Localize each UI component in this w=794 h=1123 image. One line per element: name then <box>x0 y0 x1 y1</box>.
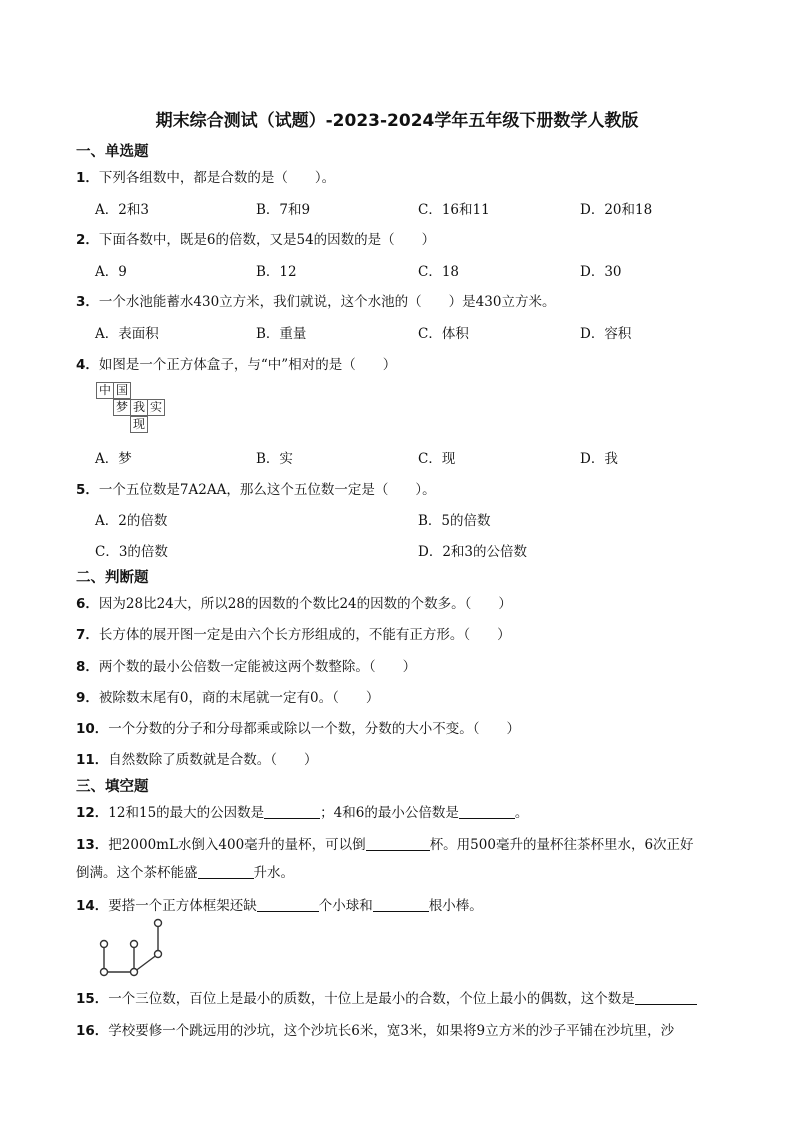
question-text: 个小球和 <box>318 898 373 914</box>
question-text: 学校要修一个跳远用的沙坑，这个沙坑长6米，宽3米，如果将9立方米的沙子平铺在沙坑里，沙 <box>108 1023 675 1039</box>
question-number: 8． <box>76 659 99 675</box>
net-cell: 国 <box>113 382 131 399</box>
question-13 <box>76 833 694 853</box>
question-3 <box>76 290 555 310</box>
question-text: 要搭一个正方体框架还缺 <box>108 898 257 914</box>
answer-blank[interactable] <box>257 897 319 912</box>
question-2 <box>76 228 435 248</box>
net-cell: 中 <box>96 382 114 399</box>
option-c[interactable]: C．18 <box>418 264 460 280</box>
question-number: 14． <box>76 898 109 914</box>
option-c[interactable]: C．现 <box>418 451 456 467</box>
question-text: 一个分数的分子和分母都乘或除以一个数，分数的大小不变。（ ） <box>108 721 521 737</box>
question-text: 。 <box>514 805 529 821</box>
question-1 <box>76 166 335 186</box>
section-heading-single-choice: 一、单选题 <box>76 144 149 160</box>
option-d[interactable]: D．30 <box>580 264 622 280</box>
question-9 <box>76 686 379 706</box>
option-a[interactable]: A．2的倍数 <box>95 513 168 529</box>
option-b[interactable]: B．实 <box>256 451 293 467</box>
question-text: 升水。 <box>253 865 294 881</box>
question-text: 下列各组数中，都是合数的是（ ）。 <box>98 170 336 186</box>
question-number: 11． <box>76 752 109 768</box>
answer-blank[interactable] <box>373 897 429 912</box>
option-b[interactable]: B．7和9 <box>256 202 311 218</box>
question-number: 1． <box>76 170 99 186</box>
section-heading-true-false: 二、判断题 <box>76 570 149 586</box>
section-heading-fill-in: 三、填空题 <box>76 779 149 795</box>
question-15 <box>76 987 697 1007</box>
question-14 <box>76 894 483 914</box>
question-6 <box>76 592 512 612</box>
net-cell: 实 <box>147 399 165 416</box>
answer-blank[interactable] <box>635 990 697 1005</box>
question-text: 下面各数中，既是6的倍数，又是54的因数的是（ ） <box>98 232 436 248</box>
option-a[interactable]: A．9 <box>95 264 127 280</box>
question-number: 16． <box>76 1023 109 1039</box>
option-d[interactable]: D．容积 <box>580 326 632 342</box>
option-c[interactable]: C．3的倍数 <box>95 544 168 560</box>
question-text: 一个五位数是7A2AA，那么这个五位数一定是（ ）。 <box>98 482 436 498</box>
option-d[interactable]: D．2和3的公倍数 <box>418 544 528 560</box>
net-cell: 我 <box>130 399 148 416</box>
question-8 <box>76 655 416 675</box>
question-10 <box>76 717 520 737</box>
answer-blank[interactable] <box>366 836 430 851</box>
question-text: 长方体的展开图一定是由六个长方形组成的，不能有正方形。（ ） <box>98 627 511 643</box>
question-16 <box>76 1019 674 1039</box>
question-text: 被除数末尾有0，商的末尾就一定有0。（ ） <box>98 690 380 706</box>
ball-stick-figure <box>96 914 168 980</box>
question-text: 倒满。这个茶杯能盛 <box>76 865 198 881</box>
question-number: 6． <box>76 596 99 612</box>
net-cell: 梦 <box>113 399 131 416</box>
answer-blank[interactable] <box>459 804 515 819</box>
question-number: 7． <box>76 627 99 643</box>
question-7 <box>76 623 511 643</box>
option-a[interactable]: A．2和3 <box>95 202 149 218</box>
question-text: 杯。用500毫升的量杯往茶杯里水，6次正好 <box>429 837 694 853</box>
question-text: 一个三位数，百位上是最小的质数，十位上是最小的合数，个位上最小的偶数，这个数是 <box>108 991 635 1007</box>
question-text: ；4和6的最小公倍数是 <box>320 805 459 821</box>
page-title: 期末综合测试（试题）-2023-2024学年五年级下册数学人教版 <box>155 111 639 131</box>
option-a[interactable]: A．梦 <box>95 451 132 467</box>
question-text: 12和15的最大的公因数是 <box>108 805 265 821</box>
question-text: 如图是一个正方体盒子，与“中”相对的是（ ） <box>98 357 397 373</box>
question-number: 5． <box>76 482 99 498</box>
question-number: 12． <box>76 805 109 821</box>
question-number: 15． <box>76 991 109 1007</box>
question-11 <box>76 748 318 768</box>
question-number: 9． <box>76 690 99 706</box>
question-text: 把2000mL水倒入400毫升的量杯，可以倒 <box>108 837 366 853</box>
question-text: 自然数除了质数就是合数。（ ） <box>108 752 318 768</box>
question-number: 10． <box>76 721 109 737</box>
net-cell: 现 <box>130 416 148 433</box>
question-text: 因为28比24大，所以28的因数的个数比24的因数的个数多。（ ） <box>98 596 512 612</box>
option-c[interactable]: C．16和11 <box>418 202 490 218</box>
question-number: 13． <box>76 837 109 853</box>
question-number: 3． <box>76 294 99 310</box>
question-text: 根小棒。 <box>428 898 483 914</box>
question-4 <box>76 353 396 373</box>
option-d[interactable]: D．我 <box>580 451 618 467</box>
option-b[interactable]: B．重量 <box>256 326 307 342</box>
option-b[interactable]: B．5的倍数 <box>418 513 491 529</box>
question-12 <box>76 801 528 821</box>
answer-blank[interactable] <box>264 804 320 819</box>
question-text: 两个数的最小公倍数一定能被这两个数整除。（ ） <box>98 659 417 675</box>
option-b[interactable]: B．12 <box>256 264 297 280</box>
option-d[interactable]: D．20和18 <box>580 202 653 218</box>
question-text: 一个水池能蓄水430立方米，我们就说，这个水池的（ ）是430立方米。 <box>98 294 556 310</box>
question-number: 2． <box>76 232 99 248</box>
option-c[interactable]: C．体积 <box>418 326 469 342</box>
answer-blank[interactable] <box>198 864 254 879</box>
question-13-continued <box>76 861 294 881</box>
option-a[interactable]: A．表面积 <box>95 326 159 342</box>
question-number: 4． <box>76 357 99 373</box>
question-5 <box>76 478 436 498</box>
